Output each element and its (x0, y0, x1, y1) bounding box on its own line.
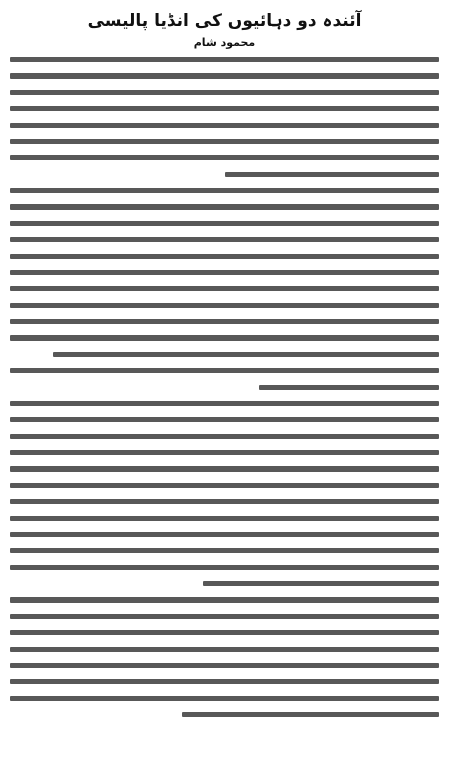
text-line (10, 466, 439, 471)
text-line (10, 614, 439, 619)
text-line (10, 319, 439, 324)
article-paragraph (10, 597, 439, 717)
text-line (10, 597, 439, 602)
text-line (10, 90, 439, 95)
text-line (10, 663, 439, 668)
text-line (10, 548, 439, 553)
article-paragraph (10, 57, 439, 177)
text-line (10, 532, 439, 537)
text-line (10, 368, 439, 373)
text-line (10, 57, 439, 62)
article-paragraph (10, 401, 439, 586)
text-line (10, 204, 439, 209)
text-line (10, 188, 439, 193)
text-line (10, 401, 439, 406)
text-line (203, 581, 439, 586)
text-line (10, 106, 439, 111)
text-line (10, 123, 439, 128)
text-line (10, 696, 439, 701)
text-line (10, 679, 439, 684)
text-line (10, 73, 439, 78)
text-line (182, 712, 439, 717)
article-paragraph (10, 368, 439, 390)
text-line (10, 647, 439, 652)
article-body (10, 57, 439, 717)
text-line (10, 417, 439, 422)
text-line (10, 483, 439, 488)
text-line (10, 630, 439, 635)
text-line (10, 303, 439, 308)
text-line (10, 270, 439, 275)
text-line (10, 434, 439, 439)
text-line (10, 286, 439, 291)
text-line (10, 499, 439, 504)
article-paragraph (10, 188, 439, 357)
text-line (53, 352, 439, 357)
article-author: محمود شام (193, 36, 256, 49)
text-line (225, 172, 440, 177)
text-line (10, 565, 439, 570)
text-line (10, 155, 439, 160)
text-line (259, 385, 439, 390)
text-line (10, 139, 439, 144)
text-line (10, 254, 439, 259)
text-line (10, 450, 439, 455)
article-title: آئندہ دو دہائیوں کی انڈیا پالیسی (87, 11, 362, 31)
text-line (10, 335, 439, 340)
text-line (10, 516, 439, 521)
text-line (10, 237, 439, 242)
text-line (10, 221, 439, 226)
